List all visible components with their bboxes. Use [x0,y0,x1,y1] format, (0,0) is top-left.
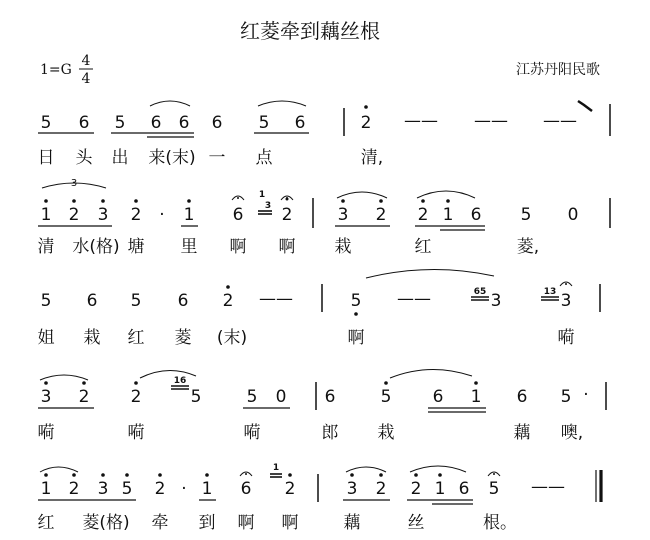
octave-dot [474,381,478,385]
note: 5 [520,205,532,225]
lyric: 到 [198,513,216,533]
lyric: 出 [111,148,129,168]
lyric: 郎 [321,423,339,443]
lyric: 清 [37,237,55,257]
fermata-dot [245,473,247,475]
grace-note: 65 [473,287,487,297]
note: 6 [240,479,252,499]
score-line-5 [38,463,602,533]
lyric: 清, [360,148,384,168]
note: 5 [350,291,362,311]
lyric: 栽 [377,423,395,443]
octave-dot [158,473,162,477]
octave-dot [187,199,191,203]
lyric: 嗬 [37,423,55,443]
octave-dot [134,199,138,203]
note: 3 [346,479,358,499]
note: 5 [130,291,142,311]
slur [40,375,88,380]
octave-dot [421,199,425,203]
time-signature-denominator: 4 [81,71,91,87]
note: 6 [432,387,444,407]
note: 2 [68,205,80,225]
note: 6 [86,291,98,311]
fermata-dot [565,283,567,285]
lyric: 啊 [237,513,255,533]
slur [258,101,306,106]
note: 1 [183,205,195,225]
octave-dot [134,381,138,385]
note: 2 [78,387,90,407]
octave-dot [82,381,86,385]
lyric: 藕 [513,423,531,443]
note: 3 [560,291,572,311]
glissando-mark [578,101,592,111]
octave-dot [44,199,48,203]
grace-note: 13 [543,287,557,297]
note: 6 [324,387,336,407]
dot: · [159,205,165,225]
note: 1 [201,479,213,499]
lyric: 头 [75,148,93,168]
slur [410,466,466,472]
note: 6 [516,387,528,407]
dash: —— [404,111,438,131]
note: 0 [567,205,579,225]
grace-note: 1 [272,463,280,473]
note: 3 [490,291,502,311]
lyric: 塘 [127,237,145,257]
octave-dot [226,285,230,289]
note: 6 [177,291,189,311]
octave-dot [101,473,105,477]
note: 2 [130,387,142,407]
score-line-1 [38,101,611,168]
fermata-dot [237,197,239,199]
slur [366,269,494,278]
note: 1 [470,387,482,407]
note: 6 [232,205,244,225]
lyric: 啊 [229,237,247,257]
lyric: 啊 [278,237,296,257]
note: 1 [442,205,454,225]
note: 6 [470,205,482,225]
score-line-4 [38,369,607,443]
note: 5 [121,479,133,499]
note: 2 [130,205,142,225]
note: 1 [40,205,52,225]
note: 2 [68,479,80,499]
octave-dot [72,473,76,477]
lyric: (末) [216,328,248,348]
dot: · [583,385,589,405]
grace-note: 3 [264,201,272,211]
note: 5 [114,113,126,133]
lyric: 啊 [281,513,299,533]
octave-dot [350,473,354,477]
note: 3 [40,387,52,407]
note: 5 [40,113,52,133]
note: 5 [488,479,500,499]
note: 6 [78,113,90,133]
note: 5 [190,387,202,407]
note: 2 [154,479,166,499]
octave-dot [205,473,209,477]
octave-dot [446,199,450,203]
lyric: 嗬 [127,423,145,443]
octave-dot [364,105,368,109]
lyric: 栽 [83,328,101,348]
note: 2 [284,479,296,499]
note: 5 [246,387,258,407]
note: 6 [150,113,162,133]
note: 6 [294,113,306,133]
note: 2 [410,479,422,499]
slur [417,191,475,198]
lyric: 红 [37,513,55,533]
note: 1 [40,479,52,499]
note: 5 [40,291,52,311]
octave-dot [414,473,418,477]
note: 2 [375,205,387,225]
triplet-label: 3 [70,178,78,189]
low-octave-dot [354,312,358,316]
note: 6 [458,479,470,499]
note: 2 [375,479,387,499]
octave-dot [286,198,289,201]
slur [40,467,78,472]
lyric: 嗬 [557,328,575,348]
dash: —— [259,289,293,309]
lyric: 水(格) [72,237,120,257]
octave-dot [125,473,129,477]
note: 1 [434,479,446,499]
note: 3 [337,205,349,225]
score-line-2 [38,178,611,257]
song-title: 红菱牵到藕丝根 [240,19,380,43]
note: 6 [211,113,223,133]
octave-dot [44,381,48,385]
dash: —— [474,111,508,131]
octave-dot [379,199,383,203]
note: 5 [560,387,572,407]
dash: —— [531,477,565,497]
lyric: 栽 [334,237,352,257]
dot: · [181,479,187,499]
lyric: 嗬 [243,423,261,443]
score-line-3 [38,269,601,348]
octave-dot [288,473,292,477]
lyric: 根。 [483,513,517,533]
octave-dot [384,381,388,385]
slur [150,101,190,106]
lyric: 点 [255,148,273,168]
note: 5 [258,113,270,133]
lyric: 噢, [560,423,584,443]
lyric: 菱 [174,328,192,348]
key-signature: 1=G [40,62,72,78]
lyric: 来(末) [148,148,196,168]
note: 2 [281,205,293,225]
lyric: 红 [414,237,432,257]
octave-dot [438,473,442,477]
octave-dot [379,473,383,477]
octave-dot [44,473,48,477]
lyric: 牵 [151,513,169,533]
lyric: 姐 [37,328,55,348]
octave-dot [341,199,345,203]
slur [346,467,386,472]
lyric: 藕 [343,513,361,533]
lyric: 红 [127,328,145,348]
slur [140,370,196,378]
octave-dot [72,199,76,203]
lyric: 一 [208,148,226,168]
grace-note: 1 [258,190,266,200]
note: 3 [97,205,109,225]
fermata-dot [493,473,495,475]
note: 2 [222,291,234,311]
lyric: 丝 [407,513,425,533]
slur [390,369,472,378]
lyric: 日 [37,148,55,168]
grace-note: 16 [173,376,187,386]
note: 5 [380,387,392,407]
time-signature-numerator: 4 [81,53,91,69]
lyric: 菱(格) [82,513,130,533]
song-source: 江苏丹阳民歌 [516,62,600,78]
note: 0 [275,387,287,407]
note: 6 [178,113,190,133]
lyric: 里 [180,237,198,257]
note: 2 [360,113,372,133]
slur [337,192,387,198]
lyric: 啊 [347,328,365,348]
octave-dot [101,199,105,203]
note: 3 [97,479,109,499]
dash: —— [543,111,577,131]
dash: —— [397,289,431,309]
note: 2 [417,205,429,225]
lyric: 菱, [516,237,540,257]
